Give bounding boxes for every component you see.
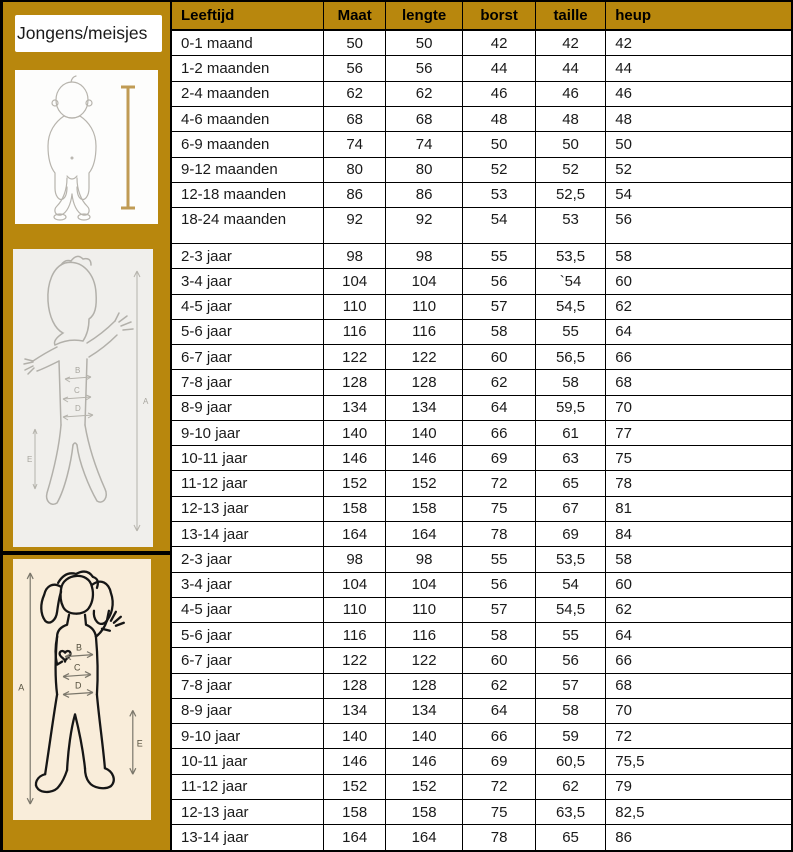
value-cell: 56 [463,269,535,294]
age-cell: 13-14 jaar [171,521,324,546]
age-cell: 13-14 jaar [171,825,324,851]
value-cell: 164 [385,825,462,851]
value-cell: 78 [463,825,535,851]
value-cell: 64 [463,395,535,420]
value-cell: 152 [324,471,385,496]
value-cell: 134 [385,395,462,420]
age-cell: 12-18 maanden [171,182,324,207]
value-cell: 80 [385,157,462,182]
value-cell: 52,5 [535,182,605,207]
value-cell: 98 [324,244,385,269]
value-cell: 110 [324,294,385,319]
column-header-leeftijd: Leeftijd [171,1,324,30]
girl-measure-letter-b: B [76,642,83,653]
age-cell: 2-3 jaar [171,244,324,269]
value-cell: 68 [606,673,792,698]
value-cell: 158 [385,496,462,521]
value-cell: 74 [324,132,385,157]
value-cell: 64 [606,623,792,648]
value-cell: 63 [535,446,605,471]
value-cell: 60 [606,572,792,597]
table-row-meisjes-10 [171,799,792,824]
value-cell: 54,5 [535,597,605,622]
age-cell: 7-8 jaar [171,370,324,395]
boy-measure-letter-c: C [74,386,80,395]
boy-measure-letter-e: E [27,455,33,464]
table-row-jongens-6 [171,395,792,420]
girl-illustration-icon [13,559,151,820]
value-cell: 50 [535,132,605,157]
value-cell: 86 [385,182,462,207]
table-row-meisjes-11 [171,825,792,851]
table-row-jongens-11 [171,521,792,546]
value-cell: 53,5 [535,244,605,269]
value-cell: 66 [463,724,535,749]
age-cell: 9-10 jaar [171,724,324,749]
value-cell: 68 [606,370,792,395]
table-row-baby-2 [171,81,792,106]
value-cell: 122 [385,648,462,673]
value-cell: 82,5 [606,799,792,824]
age-cell: 8-9 jaar [171,395,324,420]
value-cell: 58 [606,244,792,269]
value-cell: 44 [535,56,605,81]
value-cell: 58 [535,370,605,395]
value-cell: 116 [324,623,385,648]
table-row-jongens-0 [171,244,792,269]
table-row-baby-5 [171,157,792,182]
table-row-meisjes-7 [171,724,792,749]
value-cell: 57 [463,294,535,319]
value-cell: 146 [385,446,462,471]
value-cell: 86 [606,825,792,851]
value-cell: 164 [385,521,462,546]
age-cell: 6-7 jaar [171,345,324,370]
value-cell: 44 [463,56,535,81]
value-cell: 56 [606,208,792,244]
value-cell: 116 [324,319,385,344]
column-header-borst: borst [463,1,535,30]
age-cell: 4-5 jaar [171,597,324,622]
value-cell: 56 [463,572,535,597]
table-row-jongens-8 [171,446,792,471]
size-chart [170,0,793,852]
value-cell: 53,5 [535,547,605,572]
value-cell: 58 [463,319,535,344]
value-cell: 48 [463,107,535,132]
value-cell: 60,5 [535,749,605,774]
table-row-baby-6 [171,182,792,207]
column-header-heup: heup [606,1,792,30]
section-divider [3,551,175,555]
value-cell: 62 [606,597,792,622]
value-cell: 62 [324,81,385,106]
age-cell: 11-12 jaar [171,471,324,496]
table-row-jongens-10 [171,496,792,521]
value-cell: 164 [324,521,385,546]
age-cell: 5-6 jaar [171,319,324,344]
boy-measure-letter-a: A [143,397,149,406]
value-cell: 65 [535,471,605,496]
value-cell: 152 [385,471,462,496]
table-row-meisjes-2 [171,597,792,622]
table-row-baby-0 [171,30,792,56]
value-cell: 140 [385,420,462,445]
girl-measure-letter-c: C [74,662,81,673]
value-cell: 56,5 [535,345,605,370]
value-cell: 66 [606,345,792,370]
table-row-baby-7 [171,208,792,244]
value-cell: 134 [324,395,385,420]
value-cell: 58 [463,623,535,648]
girl-measure-letter-a: A [18,682,25,693]
value-cell: 55 [535,319,605,344]
value-cell: 54,5 [535,294,605,319]
value-cell: 128 [324,370,385,395]
table-row-meisjes-1 [171,572,792,597]
age-cell: 5-6 jaar [171,623,324,648]
value-cell: 84 [606,521,792,546]
girl-measure-letter-e: E [136,738,143,749]
age-cell: 12-13 jaar [171,799,324,824]
age-cell: 7-8 jaar [171,673,324,698]
age-cell: 10-11 jaar [171,749,324,774]
value-cell: 75 [463,799,535,824]
table-row-meisjes-8 [171,749,792,774]
value-cell: 110 [385,294,462,319]
value-cell: 72 [606,724,792,749]
value-cell: 44 [606,56,792,81]
table-row-jongens-2 [171,294,792,319]
value-cell: 158 [385,799,462,824]
value-cell: 42 [606,30,792,56]
value-cell: 53 [463,182,535,207]
value-cell: 67 [535,496,605,521]
value-cell: 52 [606,157,792,182]
value-cell: 140 [385,724,462,749]
table-header-row [171,1,792,30]
value-cell: 54 [463,208,535,244]
value-cell: 50 [385,30,462,56]
value-cell: 104 [385,269,462,294]
value-cell: 98 [385,244,462,269]
column-header-lengte: lengte [385,1,462,30]
age-cell: 12-13 jaar [171,496,324,521]
value-cell: 69 [463,446,535,471]
value-cell: 78 [606,471,792,496]
value-cell: 61 [535,420,605,445]
value-cell: 55 [463,547,535,572]
boy-measure-letter-b: B [75,366,81,375]
age-cell: 6-7 jaar [171,648,324,673]
value-cell: 98 [385,547,462,572]
value-cell: 48 [606,107,792,132]
value-cell: 86 [324,182,385,207]
table-row-jongens-4 [171,345,792,370]
table-row-jongens-9 [171,471,792,496]
value-cell: 92 [385,208,462,244]
value-cell: 46 [606,81,792,106]
table-row-jongens-7 [171,420,792,445]
value-cell: 116 [385,623,462,648]
table-row-baby-1 [171,56,792,81]
size-chart-table [170,0,793,852]
value-cell: 78 [463,521,535,546]
value-cell: 59,5 [535,395,605,420]
baby-illustration-icon [15,70,158,224]
value-cell: 65 [535,825,605,851]
value-cell: 70 [606,395,792,420]
value-cell: 50 [324,30,385,56]
value-cell: 122 [324,345,385,370]
value-cell: 75,5 [606,749,792,774]
value-cell: 75 [463,496,535,521]
value-cell: 152 [324,774,385,799]
boy-illustration-icon [13,249,153,547]
age-cell: 1-2 maanden [171,56,324,81]
value-cell: 60 [606,269,792,294]
value-cell: 92 [324,208,385,244]
value-cell: 62 [463,673,535,698]
value-cell: 134 [385,698,462,723]
value-cell: 63,5 [535,799,605,824]
age-cell: 18-24 maanden [171,208,324,244]
value-cell: 146 [324,446,385,471]
value-cell: 158 [324,496,385,521]
gender-label: Jongens/meisjes [17,23,148,43]
value-cell: 62 [606,294,792,319]
measuring-stick-icon [121,87,135,208]
value-cell: 140 [324,420,385,445]
table-row-baby-3 [171,107,792,132]
value-cell: 50 [463,132,535,157]
value-cell: 62 [463,370,535,395]
size-table-body [171,30,792,851]
age-cell: 10-11 jaar [171,446,324,471]
value-cell: 70 [606,698,792,723]
value-cell: 55 [535,623,605,648]
age-cell: 4-6 maanden [171,107,324,132]
value-cell: 54 [606,182,792,207]
value-cell: 66 [606,648,792,673]
value-cell: 104 [324,572,385,597]
value-cell: 64 [463,698,535,723]
value-cell: 110 [324,597,385,622]
value-cell: 42 [463,30,535,56]
age-cell: 3-4 jaar [171,269,324,294]
age-cell: 4-5 jaar [171,294,324,319]
value-cell: 52 [535,157,605,182]
age-cell: 9-12 maanden [171,157,324,182]
age-cell: 0-1 maand [171,30,324,56]
value-cell: 74 [385,132,462,157]
value-cell: 146 [324,749,385,774]
value-cell: 128 [385,673,462,698]
value-cell: 62 [385,81,462,106]
table-row-baby-4 [171,132,792,157]
value-cell: 72 [463,774,535,799]
value-cell: 80 [324,157,385,182]
value-cell: 57 [535,673,605,698]
value-cell: `54 [535,269,605,294]
value-cell: 56 [535,648,605,673]
value-cell: 52 [463,157,535,182]
value-cell: 69 [535,521,605,546]
value-cell: 46 [535,81,605,106]
value-cell: 57 [463,597,535,622]
column-header-taille: taille [535,1,605,30]
table-row-jongens-3 [171,319,792,344]
value-cell: 68 [385,107,462,132]
table-row-meisjes-4 [171,648,792,673]
table-row-meisjes-0 [171,547,792,572]
gender-label-box [15,15,162,52]
column-header-maat: Maat [324,1,385,30]
age-cell: 8-9 jaar [171,698,324,723]
value-cell: 58 [535,698,605,723]
table-row-meisjes-5 [171,673,792,698]
sidebar [0,0,172,852]
value-cell: 42 [535,30,605,56]
value-cell: 72 [463,471,535,496]
value-cell: 140 [324,724,385,749]
value-cell: 158 [324,799,385,824]
age-cell: 3-4 jaar [171,572,324,597]
age-cell: 6-9 maanden [171,132,324,157]
value-cell: 58 [606,547,792,572]
table-row-meisjes-6 [171,698,792,723]
value-cell: 53 [535,208,605,244]
value-cell: 104 [385,572,462,597]
value-cell: 50 [606,132,792,157]
value-cell: 66 [463,420,535,445]
value-cell: 60 [463,648,535,673]
value-cell: 75 [606,446,792,471]
value-cell: 128 [324,673,385,698]
age-cell: 2-4 maanden [171,81,324,106]
value-cell: 56 [385,56,462,81]
value-cell: 152 [385,774,462,799]
value-cell: 146 [385,749,462,774]
value-cell: 79 [606,774,792,799]
value-cell: 110 [385,597,462,622]
table-row-meisjes-9 [171,774,792,799]
table-row-jongens-1 [171,269,792,294]
value-cell: 98 [324,547,385,572]
value-cell: 46 [463,81,535,106]
value-cell: 134 [324,698,385,723]
table-row-meisjes-3 [171,623,792,648]
girl-illustration-panel [13,559,151,820]
girl-measure-letter-d: D [75,680,82,691]
value-cell: 68 [324,107,385,132]
boy-measure-letter-d: D [75,404,81,413]
baby-illustration-panel [15,70,158,224]
value-cell: 81 [606,496,792,521]
age-cell: 9-10 jaar [171,420,324,445]
value-cell: 69 [463,749,535,774]
value-cell: 55 [463,244,535,269]
age-cell: 2-3 jaar [171,547,324,572]
age-cell: 11-12 jaar [171,774,324,799]
value-cell: 128 [385,370,462,395]
value-cell: 104 [324,269,385,294]
value-cell: 56 [324,56,385,81]
value-cell: 116 [385,319,462,344]
value-cell: 62 [535,774,605,799]
value-cell: 122 [385,345,462,370]
value-cell: 64 [606,319,792,344]
value-cell: 77 [606,420,792,445]
value-cell: 59 [535,724,605,749]
boy-illustration-panel [13,249,153,547]
value-cell: 122 [324,648,385,673]
value-cell: 164 [324,825,385,851]
value-cell: 54 [535,572,605,597]
value-cell: 48 [535,107,605,132]
table-row-jongens-5 [171,370,792,395]
value-cell: 60 [463,345,535,370]
